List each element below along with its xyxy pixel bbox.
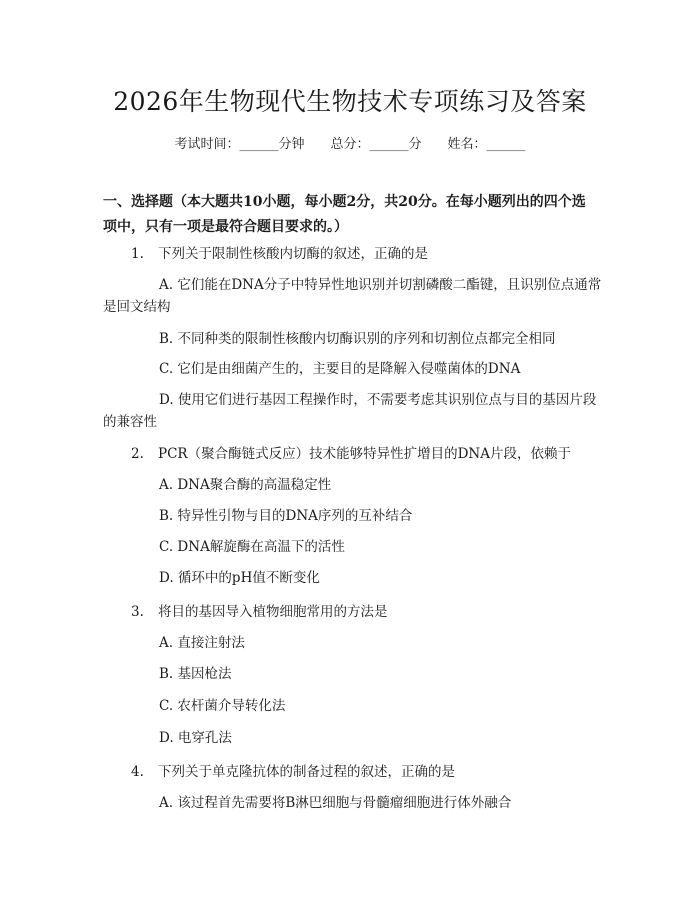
question-4 bbox=[131, 761, 455, 783]
question-3-option-d: D. 电穿孔法 bbox=[159, 730, 232, 746]
question-1-option-b: B. 不同种类的限制性核酸内切酶识别的序列和切割位点都完全相同 bbox=[159, 331, 556, 347]
question-stem: 下列关于限制性核酸内切酶的叙述，正确的是 bbox=[158, 246, 428, 262]
question-3-option-a: A. 直接注射法 bbox=[159, 635, 245, 651]
question-1-option-a: A. 它们能在DNA分子中特异性地识别并切割磷酸二酯键，且识别位点通常是回文结构 bbox=[103, 277, 602, 315]
question-number: 2. bbox=[131, 446, 144, 462]
question-3 bbox=[131, 601, 388, 623]
question-stem: 下列关于单克隆抗体的制备过程的叙述，正确的是 bbox=[158, 764, 455, 780]
question-1-option-d: D. 使用它们进行基因工程操作时，不需要考虑其识别位点与目的基因片段的兼容性 bbox=[103, 392, 597, 430]
student-name: 姓名：______ bbox=[447, 137, 526, 152]
exam-time: 考试时间：______分钟 bbox=[174, 137, 305, 152]
question-2-option-d: D. 循环中的pH值不断变化 bbox=[159, 570, 320, 586]
question-1-option-c: C. 它们是由细菌产生的，主要目的是降解入侵噬菌体的DNA bbox=[159, 361, 521, 377]
question-2-option-a: A. DNA聚合酶的高温稳定性 bbox=[159, 477, 332, 493]
section-header: 一、选择题（本大题共10小题，每小题2分，共20分。在每小题列出的四个选项中，只有一项是最符合题目要求的。） bbox=[103, 194, 586, 235]
question-number: 4. bbox=[131, 764, 144, 780]
question-1 bbox=[131, 243, 428, 265]
question-2-option-c: C. DNA解旋酶在高温下的活性 bbox=[159, 539, 345, 555]
question-stem: PCR（聚合酶链式反应）技术能够特异性扩增目的DNA片段，依赖于 bbox=[158, 446, 571, 462]
question-number: 3. bbox=[131, 604, 144, 620]
question-stem: 将目的基因导入植物细胞常用的方法是 bbox=[158, 604, 388, 620]
exam-meta bbox=[0, 133, 700, 152]
question-2 bbox=[131, 443, 571, 465]
question-4-option-a: A. 该过程首先需要将B淋巴细胞与骨髓瘤细胞进行体外融合 bbox=[159, 795, 512, 811]
page-title: 2026年生物现代生物技术专项练习及答案 bbox=[113, 87, 587, 116]
question-3-option-b: B. 基因枪法 bbox=[159, 666, 232, 682]
question-2-option-b: B. 特异性引物与目的DNA序列的互补结合 bbox=[159, 508, 413, 524]
question-3-option-c: C. 农杆菌介导转化法 bbox=[159, 698, 286, 714]
total-score: 总分：______分 bbox=[330, 137, 422, 152]
question-number: 1. bbox=[131, 246, 144, 262]
